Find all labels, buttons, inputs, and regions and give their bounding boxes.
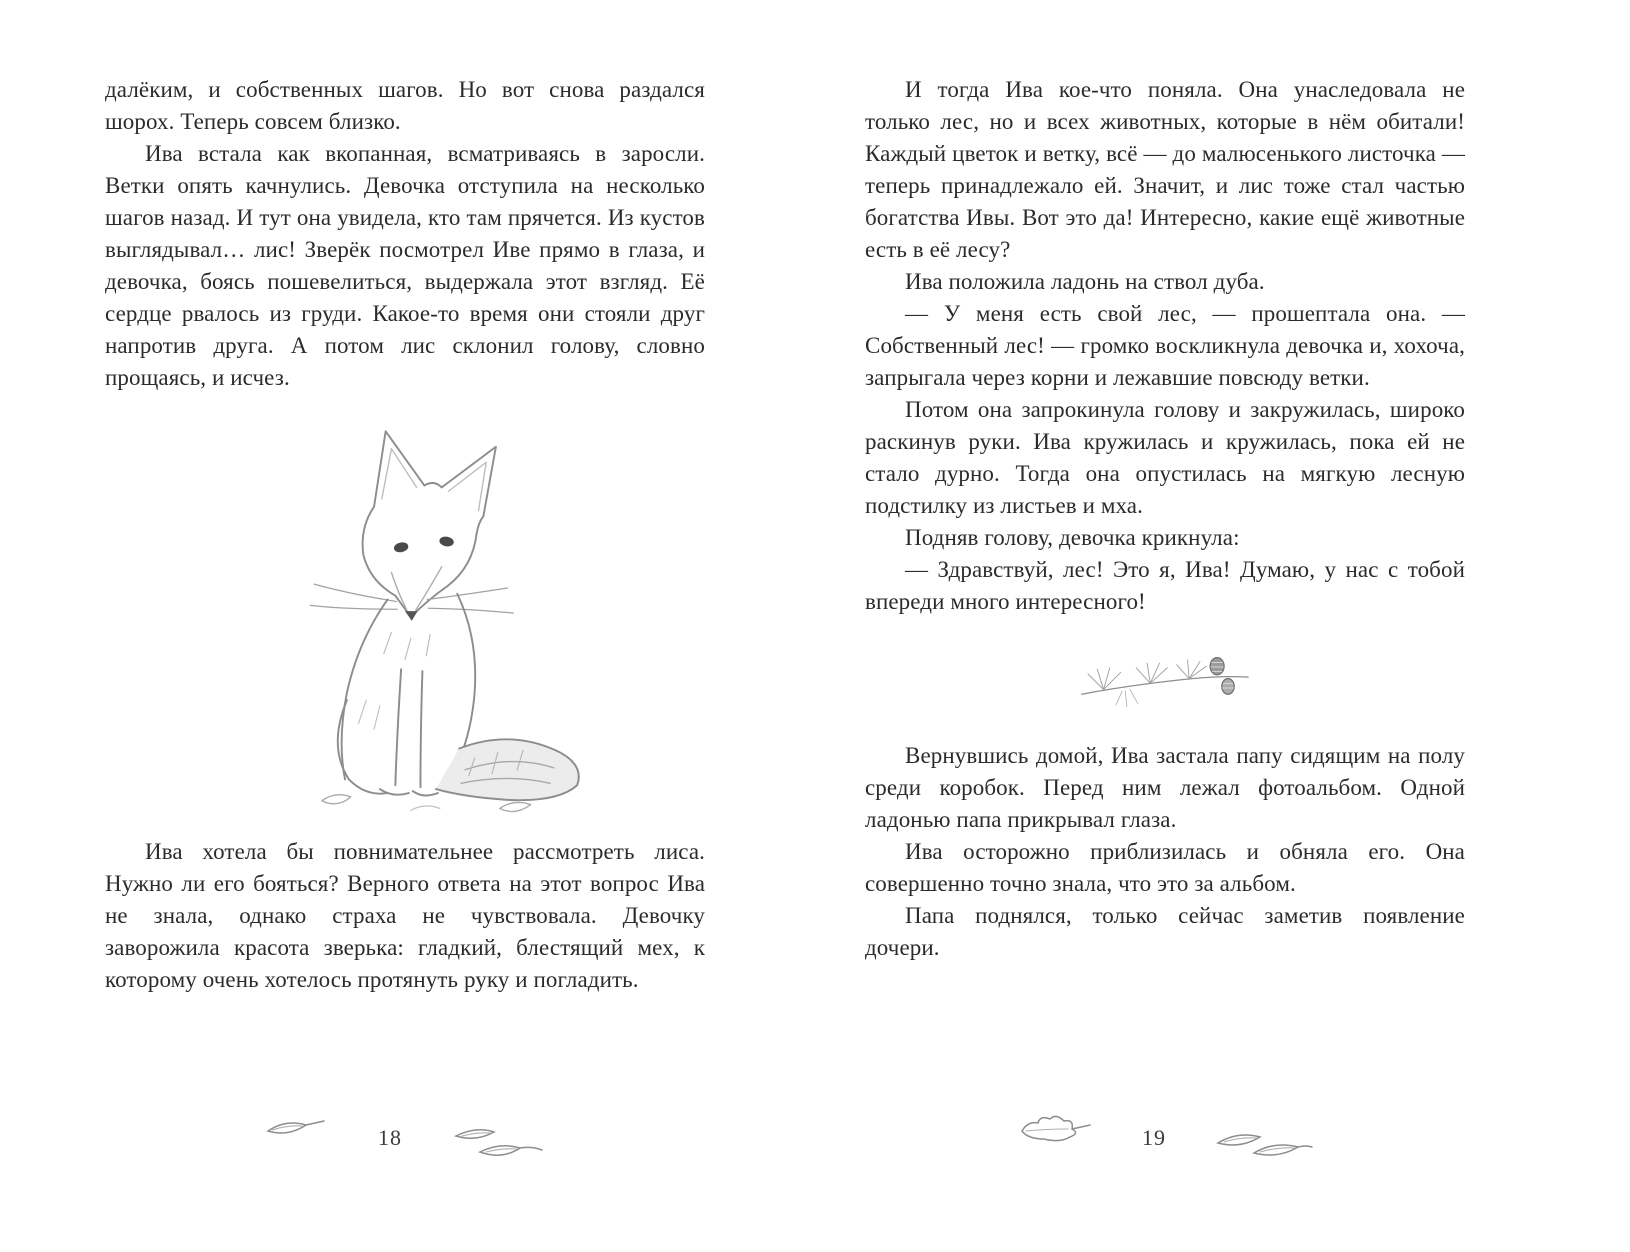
page-number: 18 bbox=[378, 1125, 402, 1150]
fox-sketch-icon bbox=[205, 410, 605, 822]
leaf-decoration-icon bbox=[1214, 1129, 1314, 1168]
paragraph: Папа поднялся, только сейчас заметив появление дочери. bbox=[865, 903, 1465, 960]
pine-branch-illustration bbox=[865, 646, 1465, 716]
pine-branch-icon bbox=[1075, 646, 1255, 716]
paragraph: Ива хотела бы повнимательнее рассмотреть лиса. Нужно ли его бояться? Верного ответа на этот вопрос Ива не знала, однако страха не чувствовала. Девочку заворожила красота зверька: гладкий, блестящий мех, к которому очень хотелось протянуть руку и погладить. bbox=[105, 839, 705, 992]
leaf-decoration-icon bbox=[450, 1126, 546, 1171]
paragraph: Ива встала как вкопанная, всматриваясь в заросли. Ветки опять качнулись. Девочка отступила на несколько шагов назад. И тут она увидела, кто там прячется. Из кустов выглядывал… лис! Зверёк посмотрел Иве прямо в глаза, и девочка, боясь пошевелиться, выдержала этот взгляд. Её сердце рвалось из груди. Какое-то время они стояли друг напротив друга. А потом лис склонил голову, словно прощаясь, и исчез. bbox=[105, 141, 705, 390]
page-right bbox=[815, 0, 1630, 1252]
paragraph: Ива осторожно приблизилась и обняла его. Она совершенно точно знала, что это за альбом. bbox=[865, 839, 1465, 896]
fox-illustration bbox=[105, 410, 705, 822]
leaf-decoration-icon bbox=[264, 1115, 330, 1146]
page-number: 19 bbox=[1142, 1125, 1166, 1150]
paragraph: Ива положила ладонь на ствол дуба. bbox=[905, 269, 1265, 294]
paragraph: далёким, и собственных шагов. Но вот снова раздался шорох. Теперь совсем близко. bbox=[105, 77, 705, 134]
paragraph: Потом она запрокинула голову и закружилась, широко раскинув руки. Ива кружилась и кружилась, пока ей не стало дурно. Тогда она опустилась на мягкую лесную подстилку из листьев и мха. bbox=[865, 397, 1465, 518]
paragraph: Вернувшись домой, Ива застала папу сидящим на полу среди коробок. Перед ним лежал фотоальбом. Одной ладонью папа прикрывал глаза. bbox=[865, 743, 1465, 832]
paragraph: И тогда Ива кое-что поняла. Она унаследовала не только лес, но и всех животных, которые в нём обитали! Каждый цветок и ветку, всё — до малюсенького листочка — теперь принадлежало ей. Значит, и лис тоже стал частью богатства Ивы. Вот это да! Интересно, какие ещё животные есть в её лесу? bbox=[865, 77, 1465, 262]
paragraph: — У меня есть свой лес, — прошептала она. — Собственный лес! — громко воскликнула девочка и, хохоча, запрыгала через корни и лежавшие повсюду ветки. bbox=[865, 301, 1465, 390]
leaf-decoration-icon bbox=[1016, 1111, 1094, 1150]
page-footer bbox=[865, 1110, 1465, 1166]
page-footer bbox=[105, 1110, 705, 1166]
paragraph: Подняв голову, девочка крикнула: bbox=[905, 525, 1240, 550]
paragraph: — Здравствуй, лес! Это я, Ива! Думаю, у нас с тобой впереди много интересного! bbox=[865, 557, 1465, 614]
